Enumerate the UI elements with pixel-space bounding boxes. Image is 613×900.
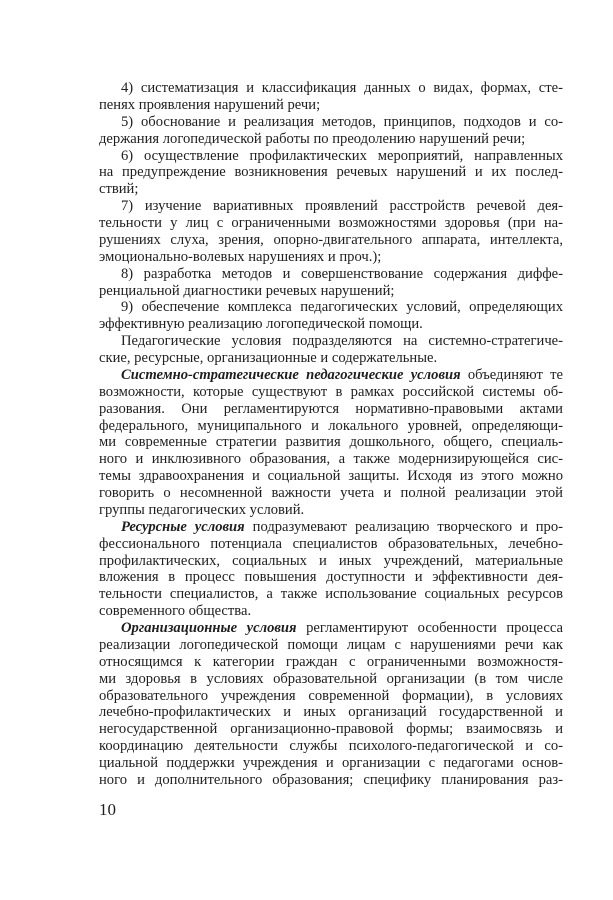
text-line bbox=[99, 654, 563, 671]
line-text: эффективную реализацию логопедической помощи. bbox=[99, 316, 423, 333]
text-line bbox=[99, 350, 563, 367]
line-text: 4) систематизация и классификация данных о видах, формах, сте- bbox=[121, 80, 563, 96]
line-text: 5) обоснование и реализация методов, принципов, подходов и со- bbox=[121, 113, 563, 130]
text-line bbox=[99, 772, 563, 789]
text-line bbox=[99, 468, 563, 485]
line-text: фессионального потенциала специалистов образовательных, лечебно- bbox=[99, 535, 563, 552]
line-text: ного и дополнительного образования; специфику планирования раз- bbox=[99, 771, 563, 788]
text-line bbox=[99, 485, 563, 502]
text-line bbox=[99, 434, 563, 451]
line-text: реализации логопедической помощи лицам с нарушениями речи как bbox=[99, 636, 563, 653]
text-line bbox=[99, 519, 563, 536]
line-text: лечебно-профилактических и иных организаций государственной и bbox=[99, 704, 563, 721]
text-line bbox=[99, 603, 563, 620]
line-text: тельности специалистов, а также использование социальных ресурсов bbox=[99, 586, 563, 603]
text-line bbox=[99, 266, 563, 283]
text-line bbox=[99, 586, 563, 603]
line-text: ствий; bbox=[99, 181, 139, 198]
italic-term: Системно-стратегические педагогические условия bbox=[121, 366, 461, 383]
text-line bbox=[99, 131, 563, 148]
text-line bbox=[99, 704, 563, 721]
page-number: 10 bbox=[99, 800, 116, 819]
line-text: 7) изучение вариативных проявлений расстройств речевой дея- bbox=[121, 198, 563, 215]
text-line bbox=[99, 114, 563, 131]
line-text: тельности у лиц с ограниченными возможностями здоровья (при на- bbox=[99, 215, 563, 231]
line-text: современного общества. bbox=[99, 603, 252, 620]
text-line bbox=[99, 738, 563, 755]
text-line bbox=[99, 215, 563, 232]
text-line bbox=[99, 401, 563, 418]
line-text: возможности, которые существуют в рамках российской системы об- bbox=[99, 383, 563, 400]
italic-term: Организационные условия bbox=[121, 620, 297, 636]
text-line bbox=[99, 249, 563, 266]
line-text: группы педагогических условий. bbox=[99, 501, 305, 518]
text-line bbox=[99, 418, 563, 435]
line-text: регламентируют особенности процесса bbox=[296, 620, 563, 636]
text-line bbox=[99, 384, 563, 401]
line-text: негосударственной организационно-правовой формы; взаимосвязь и bbox=[99, 721, 563, 738]
line-text: объединяют те bbox=[460, 366, 563, 383]
italic-term: Ресурсные условия bbox=[121, 518, 245, 535]
text-line bbox=[99, 671, 563, 688]
line-text: подразумевают реализацию творческого и про- bbox=[244, 518, 563, 535]
line-text: ренциальной диагностики речевых нарушений; bbox=[99, 282, 395, 299]
text-line bbox=[99, 721, 563, 738]
line-text: рушениях слуха, зрения, опорно-двигательного аппарата, интеллекта, bbox=[99, 231, 563, 248]
line-text: ские, ресурсные, организационные и содержательные. bbox=[99, 350, 438, 366]
text-line bbox=[99, 181, 563, 198]
text-line bbox=[99, 637, 563, 654]
line-text: ми современные стратегии развития дошкольного, общего, специаль- bbox=[99, 434, 563, 451]
text-line bbox=[99, 333, 563, 350]
text-line bbox=[99, 198, 563, 215]
line-text: 6) осуществление профилактических мероприятий, направленных bbox=[121, 147, 563, 164]
line-text: 9) обеспечение комплекса педагогических условий, определяющих bbox=[121, 299, 563, 316]
line-text: вложения в процесс повышения доступности и эффективности дея- bbox=[99, 569, 563, 586]
text-line bbox=[99, 620, 563, 637]
text-line bbox=[99, 536, 563, 553]
line-text: ного и инклюзивного образования, а также модернизирующейся сис- bbox=[99, 451, 563, 468]
text-line bbox=[99, 502, 563, 519]
text-line bbox=[99, 283, 563, 300]
line-text: относящимся к категории граждан с ограниченными возможностя- bbox=[99, 653, 563, 670]
text-line bbox=[99, 553, 563, 570]
text-line bbox=[99, 316, 563, 333]
line-text: циальной поддержки учреждения и организации с педагогами основ- bbox=[99, 755, 563, 771]
line-text: держания логопедической работы по преодолению нарушений речи; bbox=[99, 130, 526, 147]
line-text: профилактических, социальных и иных учреждений, материальные bbox=[99, 552, 563, 569]
line-text: на предупреждение возникновения речевых нарушений и их послед- bbox=[99, 164, 563, 181]
line-text: Педагогические условия подразделяются на системно-стратегиче- bbox=[121, 333, 563, 350]
body-text bbox=[99, 80, 563, 789]
text-line bbox=[99, 451, 563, 468]
text-line bbox=[99, 569, 563, 586]
text-line bbox=[99, 80, 563, 97]
text-line bbox=[99, 755, 563, 772]
line-text: координацию деятельности службы психолого-педагогической и со- bbox=[99, 738, 563, 755]
text-line bbox=[99, 688, 563, 705]
text-line bbox=[99, 299, 563, 316]
text-line bbox=[99, 97, 563, 114]
line-text: разования. Они регламентируются нормативно-правовыми актами bbox=[99, 400, 563, 417]
line-text: федерального, муниципального и локального уровней, определяющи- bbox=[99, 417, 563, 434]
text-line bbox=[99, 148, 563, 165]
line-text: говорить о несомненной важности учета и полной реализации этой bbox=[99, 485, 563, 501]
text-line bbox=[99, 164, 563, 181]
line-text: 8) разработка методов и совершенствование содержания диффе- bbox=[121, 265, 563, 282]
line-text: ми здоровья в условиях образовательной организации (в том числе bbox=[99, 670, 563, 687]
text-line bbox=[99, 367, 563, 384]
text-line bbox=[99, 232, 563, 249]
line-text: образовательного учреждения современной формации), в условиях bbox=[99, 687, 563, 704]
line-text: темы здравоохранения и социальной защиты. Исходя из этого можно bbox=[99, 468, 563, 485]
line-text: эмоционально-волевых нарушениях и проч.); bbox=[99, 248, 382, 265]
line-text: пенях проявления нарушений речи; bbox=[99, 96, 321, 113]
